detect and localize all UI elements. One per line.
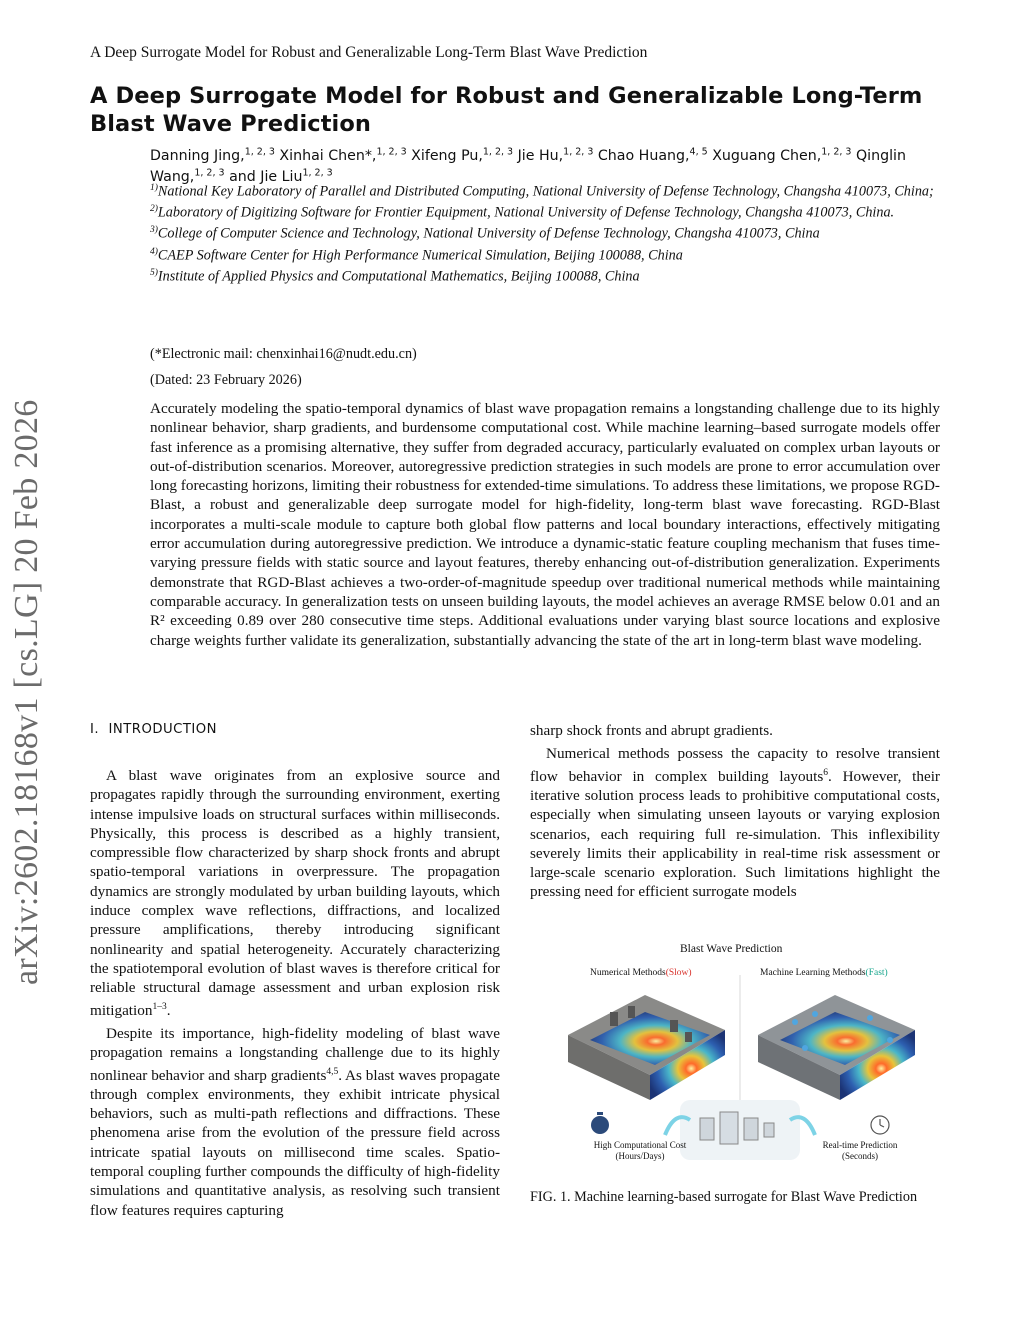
paragraph: sharp shock fronts and abrupt gradients. bbox=[530, 722, 773, 739]
figure-label-numerical: Numerical Methods(Slow) bbox=[590, 968, 692, 978]
affiliation: $^{5)}$Institute of Applied Physics and Computational Mathematics, Beijing 100088, China bbox=[150, 267, 640, 285]
author: and Jie Liu$^{1, 2, 3}$ bbox=[229, 167, 333, 186]
figure-caption: FIG. 1. Machine learning-based surrogate for Blast Wave Prediction bbox=[530, 1189, 918, 1205]
author: Danning Jing,$^{1, 2, 3}$ bbox=[150, 146, 275, 164]
author: Xuguang Chen,$^{1, 2, 3}$ bbox=[712, 146, 852, 164]
figure-caption-realtime: Real-time Prediction (Seconds) bbox=[822, 1140, 898, 1161]
author: Chao Huang,$^{4, 5}$ bbox=[597, 146, 708, 164]
paper-title: A Deep Surrogate Model for Robust and Generalizable Long-Term Blast Wave Prediction bbox=[90, 83, 923, 137]
paragraph: Numerical methods possess the capacity to resolve transient flow behavior in complex building layouts$^6$. However, their iterative solution process leads to prohibitive computational costs, especially when simulating unseen layouts or varying explosion scenarios, each requiring full re-simulation. This inflexibility severely limits their applicability in real-time risk assessment or large-scale scenario exploration. Such limitations highlight the pressing need for efficient surrogate models bbox=[530, 745, 940, 901]
affiliation-list bbox=[150, 180, 950, 286]
intro-left-column bbox=[90, 766, 500, 1224]
clock-icon bbox=[871, 1116, 889, 1134]
author: Xifeng Pu,$^{1, 2, 3}$ bbox=[411, 146, 514, 164]
author: Jie Hu,$^{1, 2, 3}$ bbox=[517, 146, 594, 164]
affiliation: $^{3)}$College of Computer Science and Technology, National University of Defense Technology, Changsha 410073, China bbox=[150, 225, 820, 243]
stopwatch-icon bbox=[591, 1112, 609, 1134]
figure-title: Blast Wave Prediction bbox=[680, 943, 783, 955]
date-line: (Dated: 23 February 2026) bbox=[150, 372, 302, 388]
contact-email: (*Electronic mail: chenxinhai16@nudt.edu.cn) bbox=[150, 346, 417, 362]
paragraph: Despite its importance, high-fidelity modeling of blast wave propagation remains a longstanding challenge due to its highly nonlinear behavior and sharp gradients$^{4,5}$. As blast waves propagate through complex environments, they exhibit intricate physical behaviors, such as multi-path reflections and diffractions. These phenomena arise from the evolution of the pressure field across intricate spatial layouts on millisecond time scales. Spatio-temporal coupling further compounds the difficulty of high-fidelity simulations and quantitative analysis, as resolving such transient flow features requires capturing bbox=[90, 1024, 500, 1219]
numerical-simulation-block bbox=[568, 995, 725, 1100]
figure-caption-cost: High Computational Cost (Hours/Days) bbox=[593, 1140, 687, 1161]
arxiv-watermark: arXiv:2602.18168v1 [cs.LG] 20 Feb 2026 bbox=[8, 399, 45, 985]
author: Qinglin Wang,$^{1, 2, 3}$ bbox=[150, 147, 906, 186]
figure-label-ml: Machine Learning Methods(Fast) bbox=[760, 968, 888, 978]
author: Xinhai Chen*,$^{1, 2, 3}$ bbox=[279, 146, 407, 164]
intro-right-column bbox=[530, 721, 940, 906]
running-head: A Deep Surrogate Model for Robust and Generalizable Long-Term Blast Wave Prediction bbox=[90, 44, 648, 61]
section-heading: I. INTRODUCTION bbox=[90, 722, 218, 737]
paragraph: A blast wave originates from an explosive source and propagates rapidly through the surrounding environment, exerting intense impulsive loads on structural surfaces within milliseconds. Physically, this process is described as a highly transient, compressible flow characterized by sharp shock fronts and abrupt spatio-temporal variations in overpressure. The propagation dynamics are strongly modulated by urban building layouts, which induce complex wave reflections, diffractions, and localized pressure amplifications, thereby introducing significant nonlinearity and spatial heterogeneity. Accurately characterizing the spatiotemporal evolution of blast waves is therefore critical for reliable structural damage assessment and urban explosion risk mitigation$^{1-3}$. bbox=[90, 767, 500, 1019]
affiliation: $^{2)}$Laboratory of Digitizing Software for Frontier Equipment, National University of Defense Technology, Changsha 410073, China. bbox=[150, 204, 895, 221]
affiliation: $^{4)}$CAEP Software Center for High Performance Numerical Simulation, Beijing 100088, China bbox=[150, 246, 683, 264]
affiliation: $^{1)}$National Key Laboratory of Parallel and Distributed Computing, National University of Defense Technology, Changsha 410073, China; bbox=[150, 183, 934, 200]
ml-prediction-block bbox=[758, 995, 915, 1100]
abstract: Accurately modeling the spatio-temporal dynamics of blast wave propagation remains a longstanding challenge due to its highly nonlinear behavior, sharp gradients, and burdensome computational cost. While machine learning–based surrogate models offer fast inference as a promising alternative, they suffer from degraded accuracy, particularly evaluated on complex urban layouts or out-of-distribution scenarios. Moreover, autoregressive prediction strategies in such models are prone to error accumulation over long forecasting horizons, limiting their robustness for extended-time simulations. To address these limitations, we propose RGD-Blast, a robust and generalizable deep surrogate model for high-fidelity, long-term blast wave forecasting. RGD-Blast incorporates a multi-scale module to capture both global flow patterns and local boundary interactions, effectively mitigating error accumulation during autoregressive prediction. We introduce a dynamic-static feature coupling mechanism that fuses time-varying pressure fields with static source and layout features, thereby enhancing out-of-distribution generalization. Experiments demonstrate that RGD-Blast achieves a two-order-of-magnitude speedup over traditional numerical methods while maintaining comparable accuracy. In generalization tests on unseen building layouts, the model achieves an average RMSE below 0.01 and an R² exceeding 0.89 over 280 consecutive time steps. Additional evaluations under varying blast source locations and explosive charge weights further validate its generalization, substantially advancing the state of the art in long-term blast wave modeling. bbox=[150, 400, 940, 649]
